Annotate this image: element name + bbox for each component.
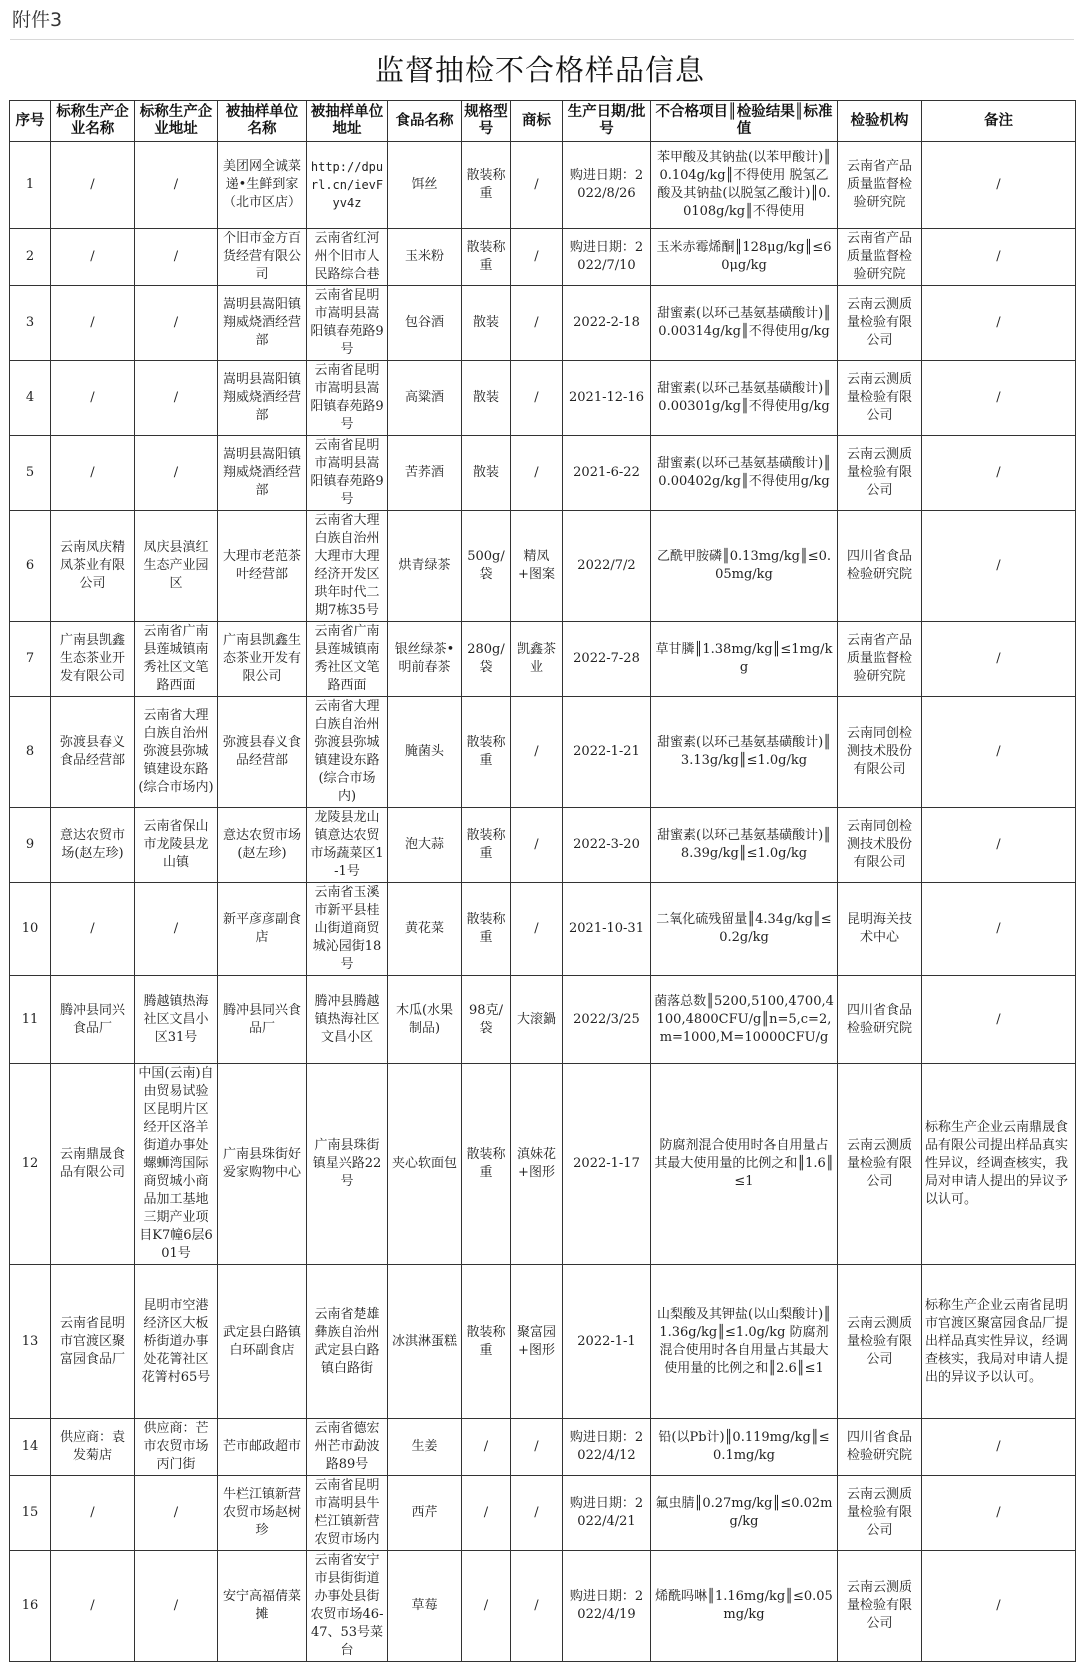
row-spec: 散装称重 (462, 1265, 511, 1419)
row-food-name: 夹心软面包 (388, 1064, 462, 1265)
table-row (10, 286, 1076, 361)
row-producer-address: / (135, 286, 218, 361)
row-food-name: 木瓜(水果制品) (388, 976, 462, 1064)
row-trademark: / (511, 142, 563, 229)
row-index: 14 (10, 1419, 51, 1476)
row-sampled-unit-name: 个旧市金方百货经营有限公司 (218, 229, 307, 286)
row-remarks: / (922, 361, 1076, 436)
table-row (10, 1265, 1076, 1419)
row-failed-item: 苯甲酸及其钠盐(以苯甲酸计)║0.104g/kg║不得使用 脱氢乙酸及其钠盐(以脱氢乙酸计)║0.0108g/kg║不得使用 (651, 142, 838, 229)
row-producer-address: / (135, 1476, 218, 1551)
header-index: 序号 (10, 101, 51, 142)
row-remarks: / (922, 808, 1076, 883)
row-sampled-unit-address: http://dpurl.cn/ievFyv4z (307, 142, 388, 229)
row-sampled-unit-name: 美团网全诚菜递•生鲜到家（北市区店） (218, 142, 307, 229)
table-row (10, 883, 1076, 976)
row-spec: 98克/袋 (462, 976, 511, 1064)
row-inspection-agency: 云南云测质量检验有限公司 (838, 286, 922, 361)
row-food-name: 高粱酒 (388, 361, 462, 436)
row-producer-address: 凤庆县滇红生态产业园区 (135, 511, 218, 622)
row-inspection-agency: 云南云测质量检验有限公司 (838, 1551, 922, 1662)
row-trademark: 凯鑫茶业 (511, 622, 563, 697)
row-sampled-unit-address: 云南省安宁市县街街道办事处县街农贸市场46-47、53号菜台 (307, 1551, 388, 1662)
table-row (10, 1064, 1076, 1265)
row-spec: 280g/袋 (462, 622, 511, 697)
row-production-date: 购进日期：2022/4/21 (563, 1476, 651, 1551)
row-trademark: / (511, 1419, 563, 1476)
row-failed-item: 玉米赤霉烯酮║128μg/kg║≤60μg/kg (651, 229, 838, 286)
row-producer-address: 中国(云南)自由贸易试验区昆明片区经开区洛羊街道办事处螺蛳湾国际商贸城小商品加工基地三期产业项目K7幢6层601号 (135, 1064, 218, 1265)
row-index: 15 (10, 1476, 51, 1551)
row-inspection-agency: 云南省产品质量监督检验研究院 (838, 229, 922, 286)
row-trademark: / (511, 286, 563, 361)
row-inspection-agency: 云南省产品质量监督检验研究院 (838, 142, 922, 229)
row-sampled-unit-address: 云南省玉溪市新平县桂山街道商贸城沁园街18号 (307, 883, 388, 976)
row-sampled-unit-address: 云南省楚雄彝族自治州武定县白路镇白路街 (307, 1265, 388, 1419)
row-trademark: / (511, 1476, 563, 1551)
sample-table (9, 100, 1076, 1662)
row-index: 8 (10, 697, 51, 808)
row-spec: 散装 (462, 286, 511, 361)
row-index: 3 (10, 286, 51, 361)
row-producer-address: 腾越镇热海社区文昌小区31号 (135, 976, 218, 1064)
header-trademark: 商标 (511, 101, 563, 142)
row-index: 4 (10, 361, 51, 436)
row-producer-address: / (135, 142, 218, 229)
row-producer-address: 云南省大理白族自治州弥渡县弥城镇建设东路(综合市场内) (135, 697, 218, 808)
row-remarks: / (922, 976, 1076, 1064)
row-producer-name: / (51, 286, 135, 361)
row-sampled-unit-address: 云南省昆明市嵩明县嵩阳镇春苑路9号 (307, 361, 388, 436)
row-production-date: 购进日期：2022/8/26 (563, 142, 651, 229)
row-remarks: / (922, 697, 1076, 808)
row-food-name: 西芹 (388, 1476, 462, 1551)
row-producer-name: / (51, 883, 135, 976)
row-producer-name: / (51, 361, 135, 436)
row-sampled-unit-address: 广南县珠街镇星兴路22号 (307, 1064, 388, 1265)
row-sampled-unit-address: 云南省德宏州芒市勐波路89号 (307, 1419, 388, 1476)
row-spec: 散装称重 (462, 808, 511, 883)
row-production-date: 购进日期：2022/4/12 (563, 1419, 651, 1476)
row-food-name: 玉米粉 (388, 229, 462, 286)
header-sampled-unit-address: 被抽样单位地址 (307, 101, 388, 142)
table-row (10, 1476, 1076, 1551)
row-spec: / (462, 1476, 511, 1551)
row-producer-name: 意达农贸市场(赵左珍) (51, 808, 135, 883)
row-trademark: / (511, 883, 563, 976)
row-remarks: / (922, 142, 1076, 229)
row-production-date: 购进日期：2022/4/19 (563, 1551, 651, 1662)
row-index: 7 (10, 622, 51, 697)
row-remarks: / (922, 1551, 1076, 1662)
row-trademark: / (511, 808, 563, 883)
row-index: 6 (10, 511, 51, 622)
row-production-date: 2022/3/25 (563, 976, 651, 1064)
row-food-name: 包谷酒 (388, 286, 462, 361)
row-remarks: / (922, 286, 1076, 361)
row-spec: / (462, 1419, 511, 1476)
row-trademark: 精凤+图案 (511, 511, 563, 622)
row-trademark: / (511, 1551, 563, 1662)
row-inspection-agency: 四川省食品检验研究院 (838, 976, 922, 1064)
row-sampled-unit-name: 嵩明县嵩阳镇翔威烧酒经营部 (218, 436, 307, 511)
row-failed-item: 山梨酸及其钾盐(以山梨酸计)║1.36g/kg║≤1.0g/kg 防腐剂混合使用时各自用量占其最大使用量的比例之和║2.6║≤1 (651, 1265, 838, 1419)
table-row (10, 622, 1076, 697)
row-remarks: / (922, 229, 1076, 286)
row-trademark: 滇妹花+图形 (511, 1064, 563, 1265)
row-sampled-unit-name: 广南县珠街好爱家购物中心 (218, 1064, 307, 1265)
row-index: 10 (10, 883, 51, 976)
row-sampled-unit-address: 云南省昆明市嵩明县嵩阳镇春苑路9号 (307, 286, 388, 361)
header-food-name: 食品名称 (388, 101, 462, 142)
row-sampled-unit-address: 云南省昆明市嵩明县嵩阳镇春苑路9号 (307, 436, 388, 511)
row-producer-name: 供应商：袁发菊店 (51, 1419, 135, 1476)
row-remarks: / (922, 436, 1076, 511)
row-producer-name: 腾冲县同兴食品厂 (51, 976, 135, 1064)
row-failed-item: 氟虫腈║0.27mg/kg║≤0.02mg/kg (651, 1476, 838, 1551)
row-trademark: / (511, 436, 563, 511)
row-sampled-unit-address: 云南省昆明市嵩明县牛栏江镇新营农贸市场内 (307, 1476, 388, 1551)
row-inspection-agency: 云南同创检测技术股份有限公司 (838, 808, 922, 883)
row-sampled-unit-address: 腾冲县腾越镇热海社区文昌小区 (307, 976, 388, 1064)
row-failed-item: 防腐剂混合使用时各自用量占其最大使用量的比例之和║1.6║≤1 (651, 1064, 838, 1265)
row-production-date: 2022-3-20 (563, 808, 651, 883)
row-inspection-agency: 四川省食品检验研究院 (838, 511, 922, 622)
row-index: 12 (10, 1064, 51, 1265)
row-inspection-agency: 云南云测质量检验有限公司 (838, 1064, 922, 1265)
row-failed-item: 甜蜜素(以环己基氨基磺酸计)║0.00402g/kg║不得使用g/kg (651, 436, 838, 511)
row-sampled-unit-name: 大理市老范茶叶经营部 (218, 511, 307, 622)
row-spec: 散装称重 (462, 1064, 511, 1265)
row-producer-name: 广南县凯鑫生态茶业开发有限公司 (51, 622, 135, 697)
row-sampled-unit-name: 牛栏江镇新营农贸市场赵树珍 (218, 1476, 307, 1551)
row-production-date: 2022/7/2 (563, 511, 651, 622)
header-spec: 规格型号 (462, 101, 511, 142)
row-failed-item: 乙酰甲胺磷║0.13mg/kg║≤0.05mg/kg (651, 511, 838, 622)
row-food-name: 生姜 (388, 1419, 462, 1476)
table-row (10, 142, 1076, 229)
row-food-name: 饵丝 (388, 142, 462, 229)
header-remarks: 备注 (922, 101, 1076, 142)
table-header-row (10, 101, 1076, 142)
row-sampled-unit-name: 弥渡县春义食品经营部 (218, 697, 307, 808)
row-producer-address: / (135, 1551, 218, 1662)
row-producer-name: 云南鼎晟食品有限公司 (51, 1064, 135, 1265)
row-spec: 散装 (462, 436, 511, 511)
row-inspection-agency: 云南云测质量检验有限公司 (838, 1476, 922, 1551)
header-production-date: 生产日期/批号 (563, 101, 651, 142)
row-food-name: 银丝绿茶•明前春茶 (388, 622, 462, 697)
row-index: 2 (10, 229, 51, 286)
row-spec: 散装称重 (462, 697, 511, 808)
header-producer-name: 标称生产企业名称 (51, 101, 135, 142)
row-spec: 散装 (462, 361, 511, 436)
table-row (10, 1551, 1076, 1662)
row-remarks: / (922, 622, 1076, 697)
row-trademark: 聚富园+图形 (511, 1265, 563, 1419)
row-remarks: 标称生产企业云南省昆明市官渡区聚富园食品厂提出样品真实性异议，经调查核实，我局对申请人提出的异议予以认可。 (922, 1265, 1076, 1419)
row-food-name: 黄花菜 (388, 883, 462, 976)
row-producer-address: 云南省广南县莲城镇南秀社区文笔路西面 (135, 622, 218, 697)
row-spec: 散装称重 (462, 142, 511, 229)
row-sampled-unit-name: 芒市邮政超市 (218, 1419, 307, 1476)
header-producer-address: 标称生产企业地址 (135, 101, 218, 142)
row-failed-item: 甜蜜素(以环己基氨基磺酸计)║0.00314g/kg║不得使用g/kg (651, 286, 838, 361)
row-failed-item: 草甘膦║1.38mg/kg║≤1mg/kg (651, 622, 838, 697)
attachment-label: 附件3 (10, 0, 1074, 40)
row-producer-name: / (51, 436, 135, 511)
row-spec: 500g/袋 (462, 511, 511, 622)
row-trademark: / (511, 229, 563, 286)
row-sampled-unit-name: 嵩明县嵩阳镇翔威烧酒经营部 (218, 361, 307, 436)
row-producer-name: / (51, 1476, 135, 1551)
table-row (10, 436, 1076, 511)
row-failed-item: 甜蜜素(以环己基氨基磺酸计)║8.39g/kg║≤1.0g/kg (651, 808, 838, 883)
row-spec: / (462, 1551, 511, 1662)
row-inspection-agency: 四川省食品检验研究院 (838, 1419, 922, 1476)
row-failed-item: 二氧化硫残留量║4.34g/kg║≤0.2g/kg (651, 883, 838, 976)
row-inspection-agency: 云南云测质量检验有限公司 (838, 436, 922, 511)
table-row (10, 976, 1076, 1064)
row-spec: 散装称重 (462, 883, 511, 976)
table-row (10, 697, 1076, 808)
row-production-date: 2021-6-22 (563, 436, 651, 511)
table-row (10, 511, 1076, 622)
row-inspection-agency: 昆明海关技术中心 (838, 883, 922, 976)
row-producer-name: 云南省昆明市官渡区聚富园食品厂 (51, 1265, 135, 1419)
row-remarks: / (922, 1419, 1076, 1476)
row-sampled-unit-name: 安宁高福倩菜摊 (218, 1551, 307, 1662)
row-production-date: 2022-1-21 (563, 697, 651, 808)
row-production-date: 2022-1-1 (563, 1265, 651, 1419)
row-food-name: 泡大蒜 (388, 808, 462, 883)
row-sampled-unit-name: 腾冲县同兴食品厂 (218, 976, 307, 1064)
row-sampled-unit-address: 云南省大理白族自治州大理市大理经济开发区珙年时代二期7栋35号 (307, 511, 388, 622)
row-sampled-unit-address: 龙陵县龙山镇意达农贸市场蔬菜区1-1号 (307, 808, 388, 883)
row-trademark: 大滚鍋 (511, 976, 563, 1064)
row-production-date: 购进日期：2022/7/10 (563, 229, 651, 286)
row-trademark: / (511, 361, 563, 436)
row-producer-name: / (51, 229, 135, 286)
header-inspection-agency: 检验机构 (838, 101, 922, 142)
row-sampled-unit-address: 云南省广南县莲城镇南秀社区文笔路西面 (307, 622, 388, 697)
row-producer-address: 昆明市空港经济区大板桥街道办事处花箐社区花箐村65号 (135, 1265, 218, 1419)
row-producer-address: / (135, 883, 218, 976)
table-body (10, 142, 1076, 1662)
header-failed-item: 不合格项目║检验结果║标准值 (651, 101, 838, 142)
row-remarks: / (922, 1476, 1076, 1551)
row-food-name: 腌菌头 (388, 697, 462, 808)
table-row (10, 1419, 1076, 1476)
row-index: 9 (10, 808, 51, 883)
row-sampled-unit-name: 武定县白路镇白环副食店 (218, 1265, 307, 1419)
row-inspection-agency: 云南省产品质量监督检验研究院 (838, 622, 922, 697)
row-food-name: 烘青绿茶 (388, 511, 462, 622)
row-production-date: 2022-1-17 (563, 1064, 651, 1265)
row-production-date: 2021-12-16 (563, 361, 651, 436)
row-sampled-unit-name: 新平彦彦副食店 (218, 883, 307, 976)
row-spec: 散装称重 (462, 229, 511, 286)
row-inspection-agency: 云南云测质量检验有限公司 (838, 361, 922, 436)
row-sampled-unit-address: 云南省红河州个旧市人民路综合巷 (307, 229, 388, 286)
row-remarks: / (922, 883, 1076, 976)
table-row (10, 808, 1076, 883)
row-producer-address: 供应商：芒市农贸市场丙门街 (135, 1419, 218, 1476)
row-failed-item: 甜蜜素(以环己基氨基磺酸计)║0.00301g/kg║不得使用g/kg (651, 361, 838, 436)
row-production-date: 2022-2-18 (563, 286, 651, 361)
row-producer-address: / (135, 436, 218, 511)
row-food-name: 冰淇淋蛋糕 (388, 1265, 462, 1419)
row-production-date: 2022-7-28 (563, 622, 651, 697)
page-title: 监督抽检不合格样品信息 (374, 53, 705, 87)
row-failed-item: 菌落总数║5200,5100,4700,4100,4800CFU/g║n=5,c=2,m=1000,M=10000CFU/g (651, 976, 838, 1064)
row-index: 11 (10, 976, 51, 1064)
row-index: 1 (10, 142, 51, 229)
row-failed-item: 烯酰吗啉║1.16mg/kg║≤0.05mg/kg (651, 1551, 838, 1662)
row-producer-name: 弥渡县春义食品经营部 (51, 697, 135, 808)
row-food-name: 苦荞酒 (388, 436, 462, 511)
row-sampled-unit-address: 云南省大理白族自治州弥渡县弥城镇建设东路(综合市场内) (307, 697, 388, 808)
row-sampled-unit-name: 意达农贸市场(赵左珍) (218, 808, 307, 883)
row-producer-address: 云南省保山市龙陵县龙山镇 (135, 808, 218, 883)
header-sampled-unit-name: 被抽样单位名称 (218, 101, 307, 142)
row-remarks: 标称生产企业云南鼎晟食品有限公司提出样品真实性异议，经调查核实，我局对申请人提出的异议予以认可。 (922, 1064, 1076, 1265)
row-trademark: / (511, 697, 563, 808)
row-producer-address: / (135, 361, 218, 436)
row-food-name: 草莓 (388, 1551, 462, 1662)
table-row (10, 229, 1076, 286)
row-index: 13 (10, 1265, 51, 1419)
row-failed-item: 铅(以Pb计)║0.119mg/kg║≤0.1mg/kg (651, 1419, 838, 1476)
table-row (10, 361, 1076, 436)
row-production-date: 2021-10-31 (563, 883, 651, 976)
row-inspection-agency: 云南云测质量检验有限公司 (838, 1265, 922, 1419)
row-sampled-unit-name: 广南县凯鑫生态茶业开发有限公司 (218, 622, 307, 697)
row-producer-name: / (51, 142, 135, 229)
row-producer-name: 云南凤庆精凤茶业有限公司 (51, 511, 135, 622)
row-index: 5 (10, 436, 51, 511)
row-producer-name: / (51, 1551, 135, 1662)
row-inspection-agency: 云南同创检测技术股份有限公司 (838, 697, 922, 808)
row-producer-address: / (135, 229, 218, 286)
row-sampled-unit-name: 嵩明县嵩阳镇翔威烧酒经营部 (218, 286, 307, 361)
row-failed-item: 甜蜜素(以环己基氨基磺酸计)║3.13g/kg║≤1.0g/kg (651, 697, 838, 808)
row-index: 16 (10, 1551, 51, 1662)
row-remarks: / (922, 511, 1076, 622)
